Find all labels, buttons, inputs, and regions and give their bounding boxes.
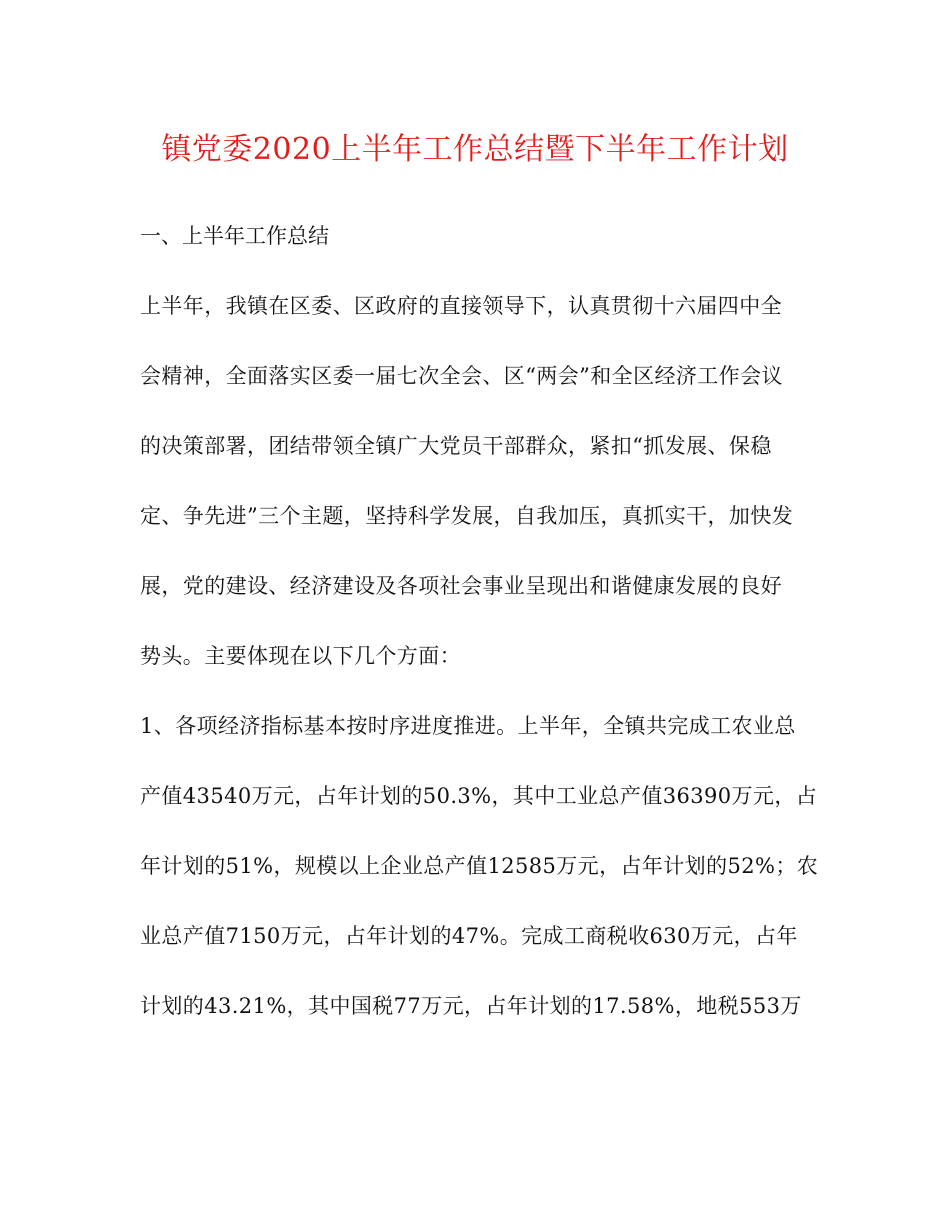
body-line: 定、争先进”三个主题，坚持科学发展，自我加压，真抓实干，加快发 [140,504,794,528]
body-line: 1、各项经济指标基本按时序进度推进。上半年，全镇共完成工农业总 [140,714,796,738]
body-line: 会精神，全面落实区委一届七次全会、区“两会”和全区经济工作会议 [140,364,783,388]
body-line: 产值43540万元，占年计划的50.3%，其中工业总产值36390万元，占 [140,784,818,808]
body-line: 的决策部署，团结带领全镇广大党员干部群众，紧扣“抓发展、保稳 [140,434,772,458]
document-title: 镇党委2020上半年工作总结暨下半年工作计划 [161,132,789,167]
body-line: 年计划的51%，规模以上企业总产值12585万元，占年计划的52%；农 [140,854,819,878]
body-line: 上半年，我镇在区委、区政府的直接领导下，认真贯彻十六届四中全 [140,294,782,318]
body-line: 势头。主要体现在以下几个方面： [140,644,461,668]
section-heading: 一、上半年工作总结 [140,224,329,248]
body-line: 业总产值7150万元，占年计划的47%。完成工商税收630万元，占年 [140,924,798,948]
body-line: 计划的43.21%，其中国税77万元，占年计划的17.58%，地税553万 [140,994,802,1018]
body-text [140,288,820,1058]
body-line: 展，党的建设、经济建设及各项社会事业呈现出和谐健康发展的良好 [140,574,782,598]
